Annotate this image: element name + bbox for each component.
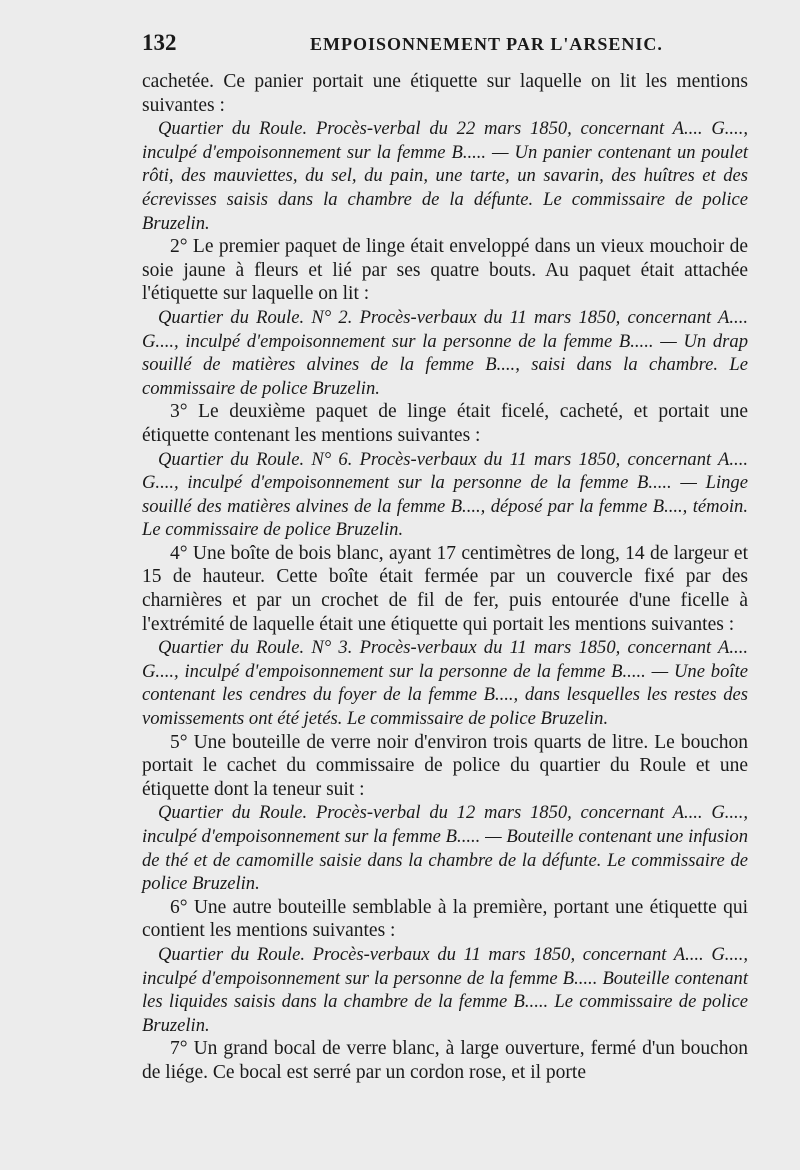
page-header [142, 30, 748, 70]
text-paragraph: 5° Une bouteille de verre noir d'environ trois quarts de litre. Le bouchon portait le cachet du commissaire de police du quartier du Roule et une étiquette dont la teneur suit : [142, 731, 748, 800]
text-paragraph: 7° Un grand bocal de verre blanc, à large ouverture, fermé d'un bouchon de liége. Ce bocal est serré par un cordon rose, et il porte [142, 1038, 748, 1083]
evidence-label: Quartier du Roule. N° 6. Procès-verbaux du 11 mars 1850, concernant A.... G...., inculpé d'empoisonnement sur la personne de la femme B..... — Linge souillé des matières alvines de la femme B...., déposé par la femme B...., témoin. Le commissaire de police Bruzelin. [142, 448, 748, 541]
text-paragraph: 2° Le premier paquet de linge était enveloppé dans un vieux mouchoir de soie jaune à fleurs et lié par ses quatre bouts. Au paquet était attachée l'étiquette sur laquelle on lit : [142, 236, 748, 305]
running-title: EMPOISONNEMENT PAR L'ARSENIC. [310, 34, 663, 54]
evidence-label: Quartier du Roule. N° 3. Procès-verbaux du 11 mars 1850, concernant A.... G...., inculpé d'empoisonnement sur la personne de la femme B..... — Une boîte contenant les cendres du foyer de la femme B...., dans lesquelles les restes des vomissements ont été jetés. Le commissaire de police Bruzelin. [142, 637, 748, 730]
text-paragraph: 3° Le deuxième paquet de linge était ficelé, cacheté, et portait une étiquette contenant les mentions suivantes : [142, 401, 748, 446]
body-text [142, 70, 748, 1085]
evidence-label: Quartier du Roule. Procès-verbal du 22 mars 1850, concernant A.... G...., inculpé d'empoisonnement sur la femme B..... — Un panier contenant un poulet rôti, des mauviettes, du sel, du pain, une tarte, un savarin, des huîtres et des écrevisses saisis dans la chambre de la défunte. Le commissaire de police Bruzelin. [142, 118, 748, 234]
text-paragraph: 4° Une boîte de bois blanc, ayant 17 centimètres de long, 14 de largeur et 15 de hauteur. Cette boîte était fermée par un couvercle fixé par des charnières et par un crochet de fil de fer, puis entourée d'une ficelle à l'extrémité de laquelle était une étiquette qui portait les mentions suivantes : [142, 542, 748, 635]
evidence-label: Quartier du Roule. Procès-verbal du 12 mars 1850, concernant A.... G...., inculpé d'empoisonnement sur la femme B..... — Bouteille contenant une infusion de thé et de camomille saisie dans la chambre de la défunte. Le commissaire de police Bruzelin. [142, 802, 748, 895]
evidence-label: Quartier du Roule. N° 2. Procès-verbaux du 11 mars 1850, concernant A.... G...., inculpé d'empoisonnement sur la personne de la femme B..... — Un drap souillé de matières alvines de la femme B...., saisi dans la chambre. Le commissaire de police Bruzelin. [142, 306, 748, 399]
text-paragraph: cachetée. Ce panier portait une étiquette sur laquelle on lit les mentions suivantes : [142, 71, 748, 116]
evidence-label: Quartier du Roule. Procès-verbaux du 11 mars 1850, concernant A.... G...., inculpé d'empoisonnement sur la personne de la femme B..... Bouteille contenant les liquides saisis dans la chambre de la femme B..... Le commissaire de police Bruzelin. [142, 943, 748, 1036]
page-number: 132 [142, 30, 177, 55]
text-paragraph: 6° Une autre bouteille semblable à la première, portant une étiquette qui contient les mentions suivantes : [142, 896, 748, 942]
